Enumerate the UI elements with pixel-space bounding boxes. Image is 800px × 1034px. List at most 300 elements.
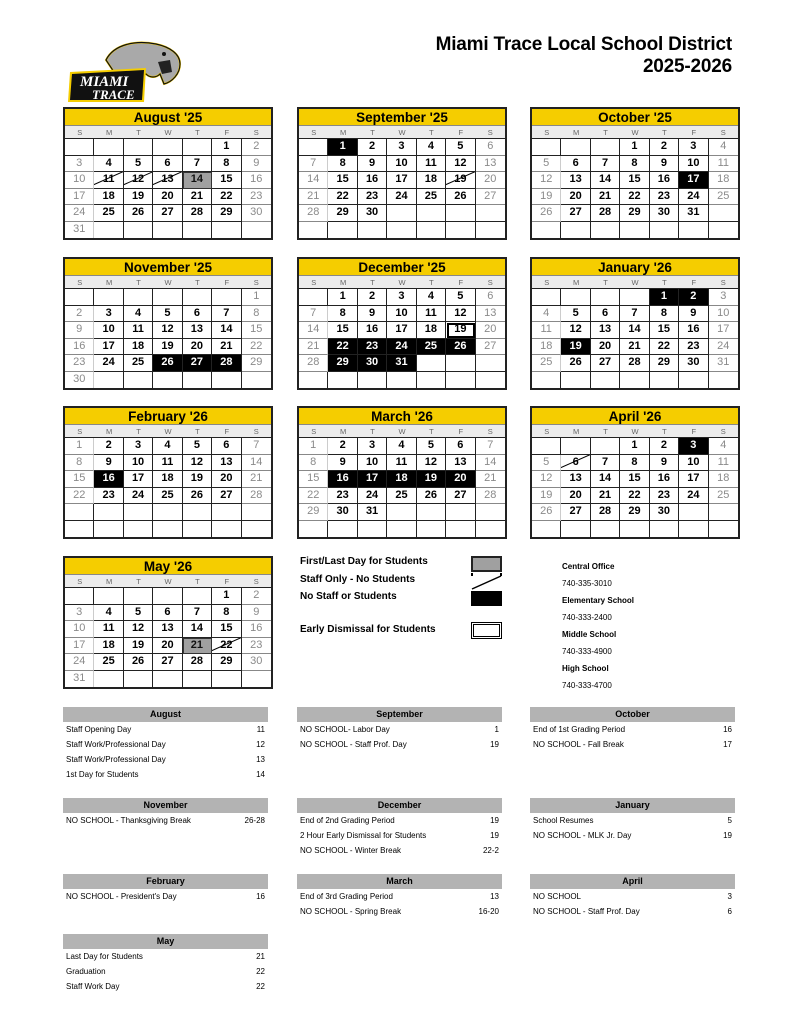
- calendar-day: 11: [417, 156, 446, 173]
- weekday-letter: S: [544, 427, 550, 436]
- weekday-letter: T: [195, 278, 200, 287]
- calendar-day: 28: [620, 355, 649, 372]
- calendar-day: 5: [532, 455, 561, 472]
- calendar-empty-cell: [94, 521, 123, 538]
- calendar-day: 14: [476, 455, 505, 472]
- calendar-day: 29: [212, 654, 241, 671]
- weekday-letter: S: [77, 427, 83, 436]
- calendar-day: 20: [561, 189, 590, 206]
- contact-list: [562, 558, 634, 694]
- calendar-day: 8: [242, 306, 271, 323]
- weekday-letter: S: [77, 128, 83, 137]
- weekday-letter: S: [253, 278, 259, 287]
- event-name: NO SCHOOL - Spring Break: [300, 907, 402, 916]
- calendar-day: 2: [358, 289, 387, 306]
- calendar-day: 17: [65, 189, 94, 206]
- calendar-empty-cell: [183, 222, 212, 239]
- calendar-day: 10: [358, 455, 387, 472]
- calendar-day: 16: [679, 322, 708, 339]
- weekday-letter: T: [662, 128, 667, 137]
- weekday-letter: W: [631, 128, 639, 137]
- calendar-empty-cell: [476, 205, 505, 222]
- calendar-empty-cell: [532, 222, 561, 239]
- calendar-empty-cell: [94, 671, 123, 688]
- month-title: January '26: [532, 259, 738, 276]
- calendar-day: 13: [561, 471, 590, 488]
- calendar-day: 8: [212, 156, 241, 173]
- event-name: NO SCHOOL - MLK Jr. Day: [533, 831, 632, 840]
- calendar-day: 30: [328, 504, 357, 521]
- event-row: [297, 904, 502, 919]
- calendar-day: 11: [94, 621, 123, 638]
- calendar-day: 18: [387, 471, 416, 488]
- calendar-empty-cell: [183, 372, 212, 389]
- calendar-day: 12: [532, 172, 561, 189]
- calendar-empty-cell: [620, 521, 649, 538]
- calendar-day: 14: [183, 172, 212, 189]
- calendar-day: 2: [242, 139, 271, 156]
- calendar-empty-cell: [212, 372, 241, 389]
- calendar-day: 14: [212, 322, 241, 339]
- event-date: 14: [256, 770, 265, 779]
- calendar-empty-cell: [94, 139, 123, 156]
- calendar-day: 1: [299, 438, 328, 455]
- calendar-day: 20: [446, 471, 475, 488]
- calendar-day: 16: [650, 471, 679, 488]
- calendar-day: 2: [94, 438, 123, 455]
- legend-early-dismissal-swatch: [471, 622, 502, 639]
- calendar-empty-cell: [476, 372, 505, 389]
- calendar-empty-cell: [561, 372, 590, 389]
- calendar-day: 25: [709, 189, 738, 206]
- weekday-letter: W: [398, 427, 406, 436]
- calendar-empty-cell: [65, 289, 94, 306]
- calendar-day: 10: [387, 156, 416, 173]
- weekday-letter: F: [458, 128, 464, 137]
- calendar-day: 15: [212, 621, 241, 638]
- calendar-empty-cell: [358, 521, 387, 538]
- calendar-day: 23: [328, 488, 357, 505]
- calendar-day: 21: [299, 189, 328, 206]
- calendar-day: 10: [94, 322, 123, 339]
- calendar-day: 28: [591, 504, 620, 521]
- weekday-letter: T: [370, 128, 375, 137]
- calendar-day: 14: [299, 322, 328, 339]
- calendar-empty-cell: [709, 521, 738, 538]
- weekday-header: [532, 126, 738, 139]
- calendar-day: 4: [387, 438, 416, 455]
- event-name: NO SCHOOL - Staff Prof. Day: [533, 907, 640, 916]
- calendar-day: 9: [242, 156, 271, 173]
- calendar-empty-cell: [124, 671, 153, 688]
- month-calendar: [530, 107, 740, 240]
- calendar-day: 21: [620, 339, 649, 356]
- calendar-day: 21: [183, 189, 212, 206]
- weekday-letter: S: [253, 427, 259, 436]
- calendar-empty-cell: [620, 222, 649, 239]
- calendar-day: 31: [709, 355, 738, 372]
- calendar-day: 22: [299, 488, 328, 505]
- calendar-day: 22: [328, 189, 357, 206]
- event-date: 19: [723, 831, 732, 840]
- calendar-day: 16: [358, 172, 387, 189]
- event-list-august: [63, 707, 268, 782]
- calendar-empty-cell: [417, 504, 446, 521]
- month-title: March '26: [299, 408, 505, 425]
- calendar-day: 19: [417, 471, 446, 488]
- calendar-day: 20: [212, 471, 241, 488]
- calendar-day: 13: [153, 621, 182, 638]
- event-date: 1: [494, 725, 499, 734]
- calendar-day: 7: [242, 438, 271, 455]
- weekday-letter: S: [720, 278, 726, 287]
- weekday-letter: S: [253, 577, 259, 586]
- event-list-january: [530, 798, 735, 843]
- calendar-day: 18: [153, 471, 182, 488]
- event-date: 13: [490, 892, 499, 901]
- calendar-empty-cell: [387, 372, 416, 389]
- calendar-day: 21: [212, 339, 241, 356]
- calendar-empty-cell: [124, 372, 153, 389]
- weekday-letter: W: [164, 278, 172, 287]
- weekday-letter: F: [691, 427, 697, 436]
- event-row: [63, 737, 268, 752]
- calendar-day: 28: [212, 355, 241, 372]
- calendar-day: 11: [532, 322, 561, 339]
- contact-label-middle: Middle School: [562, 630, 617, 639]
- event-date: 26-28: [244, 816, 265, 825]
- calendar-day: 6: [476, 289, 505, 306]
- calendar-day: 30: [679, 355, 708, 372]
- calendar-day: 1: [620, 139, 649, 156]
- calendar-day: 3: [387, 289, 416, 306]
- calendar-day: 6: [561, 156, 590, 173]
- calendar-day: 17: [679, 172, 708, 189]
- weekday-letter: M: [106, 278, 113, 287]
- month-calendar: [297, 257, 507, 390]
- contact-phone-middle: 740-333-4900: [562, 647, 612, 656]
- calendar-day: 20: [591, 339, 620, 356]
- weekday-letter: T: [370, 278, 375, 287]
- calendar-empty-cell: [591, 222, 620, 239]
- calendar-day: 20: [153, 638, 182, 655]
- calendar-day: 12: [124, 621, 153, 638]
- calendar-day: 3: [65, 605, 94, 622]
- calendar-day: 17: [94, 339, 123, 356]
- calendar-day: 24: [709, 339, 738, 356]
- event-date: 3: [727, 892, 732, 901]
- calendar-empty-cell: [476, 504, 505, 521]
- calendar-empty-cell: [328, 521, 357, 538]
- calendar-day: 1: [242, 289, 271, 306]
- calendar-day: 23: [242, 189, 271, 206]
- calendar-day: 1: [650, 289, 679, 306]
- month-title: December '25: [299, 259, 505, 276]
- calendar-empty-cell: [709, 504, 738, 521]
- calendar-day: 19: [153, 339, 182, 356]
- weekday-letter: W: [631, 427, 639, 436]
- event-list-december: [297, 798, 502, 858]
- calendar-day: 28: [299, 205, 328, 222]
- calendar-day: 28: [183, 654, 212, 671]
- calendar-empty-cell: [242, 671, 271, 688]
- weekday-letter: T: [136, 278, 141, 287]
- calendar-empty-cell: [242, 372, 271, 389]
- weekday-letter: S: [487, 128, 493, 137]
- calendar-day: 31: [358, 504, 387, 521]
- calendar-empty-cell: [417, 222, 446, 239]
- calendar-empty-cell: [212, 222, 241, 239]
- weekday-letter: F: [691, 128, 697, 137]
- calendar-day: 29: [299, 504, 328, 521]
- contact-phone-elementary: 740-333-2400: [562, 613, 612, 622]
- calendar-day: 13: [591, 322, 620, 339]
- calendar-day: 29: [242, 355, 271, 372]
- calendar-empty-cell: [183, 289, 212, 306]
- calendar-empty-cell: [561, 139, 590, 156]
- calendar-empty-cell: [387, 521, 416, 538]
- calendar-day: 13: [446, 455, 475, 472]
- calendar-day: 13: [476, 156, 505, 173]
- weekday-letter: S: [311, 427, 317, 436]
- weekday-letter: S: [253, 128, 259, 137]
- school-year: 2025-2026: [642, 56, 732, 77]
- calendar-day: 29: [650, 355, 679, 372]
- calendar-day: 16: [650, 172, 679, 189]
- calendar-empty-cell: [561, 222, 590, 239]
- calendar-day: 5: [446, 289, 475, 306]
- weekday-letter: S: [311, 278, 317, 287]
- calendar-empty-cell: [446, 222, 475, 239]
- calendar-empty-cell: [153, 372, 182, 389]
- calendar-empty-cell: [183, 504, 212, 521]
- calendar-day: 17: [679, 471, 708, 488]
- event-name: End of 2nd Grading Period: [300, 816, 395, 825]
- event-date: 11: [256, 725, 265, 734]
- weekday-letter: S: [544, 278, 550, 287]
- calendar-empty-cell: [561, 521, 590, 538]
- calendar-day: 4: [709, 139, 738, 156]
- calendar-day: 5: [561, 306, 590, 323]
- event-month-header: January: [530, 798, 735, 813]
- weekday-letter: T: [195, 128, 200, 137]
- calendar-empty-cell: [65, 521, 94, 538]
- month-calendar: [297, 406, 507, 539]
- contact-phone-central-office: 740-335-3010: [562, 579, 612, 588]
- event-row: [297, 843, 502, 858]
- calendar-day: 17: [358, 471, 387, 488]
- calendar-day: 30: [242, 654, 271, 671]
- calendar-day: 18: [94, 189, 123, 206]
- calendar-day: 5: [446, 139, 475, 156]
- event-month-header: March: [297, 874, 502, 889]
- calendar-day: 4: [417, 139, 446, 156]
- calendar-empty-cell: [561, 438, 590, 455]
- calendar-empty-cell: [183, 139, 212, 156]
- calendar-day: 15: [328, 172, 357, 189]
- event-date: 19: [490, 831, 499, 840]
- legend-early-dismissal-label: Early Dismissal for Students: [300, 624, 436, 635]
- calendar-day: 20: [183, 339, 212, 356]
- calendar-empty-cell: [417, 355, 446, 372]
- weekday-letter: T: [370, 427, 375, 436]
- calendar-day: 7: [212, 306, 241, 323]
- weekday-letter: S: [720, 427, 726, 436]
- calendar-empty-cell: [387, 504, 416, 521]
- calendar-empty-cell: [153, 289, 182, 306]
- weekday-letter: M: [106, 427, 113, 436]
- event-date: 6: [727, 907, 732, 916]
- page-title: [436, 34, 732, 78]
- calendar-empty-cell: [417, 372, 446, 389]
- month-calendar: [63, 406, 273, 539]
- calendar-day: 23: [650, 189, 679, 206]
- calendar-day: 21: [183, 638, 212, 655]
- calendar-day: 4: [124, 306, 153, 323]
- calendar-empty-cell: [299, 521, 328, 538]
- calendar-day: 22: [212, 189, 241, 206]
- logo-text-miami: MIAMI: [80, 74, 129, 90]
- calendar-day: 2: [65, 306, 94, 323]
- calendar-day: 24: [387, 339, 416, 356]
- calendar-day: 26: [183, 488, 212, 505]
- calendar-empty-cell: [446, 355, 475, 372]
- weekday-letter: T: [136, 577, 141, 586]
- weekday-letter: T: [603, 128, 608, 137]
- calendar-day: 22: [650, 339, 679, 356]
- calendar-day: 5: [417, 438, 446, 455]
- calendar-day: 16: [358, 322, 387, 339]
- calendar-day: 6: [476, 139, 505, 156]
- calendar-empty-cell: [153, 139, 182, 156]
- calendar-day: 17: [387, 172, 416, 189]
- weekday-letter: M: [106, 577, 113, 586]
- calendar-day: 12: [153, 322, 182, 339]
- calendar-day: 27: [183, 355, 212, 372]
- calendar-empty-cell: [328, 222, 357, 239]
- weekday-letter: T: [195, 577, 200, 586]
- calendar-day: 5: [153, 306, 182, 323]
- calendar-empty-cell: [212, 289, 241, 306]
- calendar-day: 12: [446, 156, 475, 173]
- weekday-header: [65, 276, 271, 289]
- event-list-march: [297, 874, 502, 919]
- calendar-day: 18: [709, 172, 738, 189]
- weekday-letter: T: [429, 427, 434, 436]
- calendar-empty-cell: [328, 372, 357, 389]
- calendar-day: 2: [328, 438, 357, 455]
- event-name: NO SCHOOL: [533, 892, 582, 901]
- event-date: 19: [490, 740, 499, 749]
- calendar-day: 4: [94, 605, 123, 622]
- calendar-day: 13: [153, 172, 182, 189]
- weekday-letter: F: [458, 427, 464, 436]
- calendar-empty-cell: [212, 504, 241, 521]
- weekday-letter: T: [603, 278, 608, 287]
- event-list-may: [63, 934, 268, 994]
- event-name: NO SCHOOL - Winter Break: [300, 846, 402, 855]
- weekday-header: [299, 425, 505, 438]
- calendar-day: 24: [387, 189, 416, 206]
- calendar-empty-cell: [299, 289, 328, 306]
- calendar-day: 10: [709, 306, 738, 323]
- calendar-empty-cell: [709, 205, 738, 222]
- calendar-day: 9: [358, 306, 387, 323]
- event-name: School Resumes: [533, 816, 594, 825]
- calendar-day: 26: [417, 488, 446, 505]
- calendar-empty-cell: [446, 504, 475, 521]
- calendar-day: 30: [650, 205, 679, 222]
- calendar-day: 16: [328, 471, 357, 488]
- calendar-day: 3: [65, 156, 94, 173]
- calendar-empty-cell: [591, 289, 620, 306]
- month-calendar: [530, 257, 740, 390]
- calendar-day: 26: [532, 504, 561, 521]
- calendar-day: 15: [620, 172, 649, 189]
- calendar-day: 9: [328, 455, 357, 472]
- event-row: [63, 949, 268, 964]
- calendar-day: 12: [417, 455, 446, 472]
- event-row: [63, 979, 268, 994]
- event-date: 22: [256, 982, 265, 991]
- calendar-day: 2: [242, 588, 271, 605]
- panther-logo-icon: [66, 38, 184, 104]
- weekday-letter: T: [603, 427, 608, 436]
- calendar-day: 13: [476, 306, 505, 323]
- calendar-day: 6: [153, 156, 182, 173]
- event-list-february: [63, 874, 268, 904]
- calendar-day: 13: [183, 322, 212, 339]
- calendar-day: 23: [242, 638, 271, 655]
- event-row: [530, 889, 735, 904]
- event-row: [530, 828, 735, 843]
- calendar-empty-cell: [417, 521, 446, 538]
- calendar-empty-cell: [153, 504, 182, 521]
- calendar-day: 4: [417, 289, 446, 306]
- calendar-day: 23: [650, 488, 679, 505]
- calendar-empty-cell: [679, 504, 708, 521]
- calendar-day: 29: [328, 355, 357, 372]
- weekday-letter: M: [573, 427, 580, 436]
- calendar-day: 29: [212, 205, 241, 222]
- calendar-day: 7: [299, 156, 328, 173]
- calendar-day: 6: [446, 438, 475, 455]
- calendar-day: 4: [153, 438, 182, 455]
- calendar-day: 16: [242, 621, 271, 638]
- calendar-day: 12: [446, 306, 475, 323]
- calendar-empty-cell: [358, 372, 387, 389]
- month-title: August '25: [65, 109, 271, 126]
- weekday-letter: T: [429, 128, 434, 137]
- calendar-day: 10: [65, 172, 94, 189]
- calendar-empty-cell: [65, 588, 94, 605]
- event-row: [297, 828, 502, 843]
- weekday-letter: W: [398, 128, 406, 137]
- contact-label-central-office: Central Office: [562, 562, 615, 571]
- weekday-letter: W: [398, 278, 406, 287]
- weekday-letter: S: [544, 128, 550, 137]
- event-row: [530, 722, 735, 737]
- calendar-empty-cell: [532, 139, 561, 156]
- calendar-day: 10: [679, 455, 708, 472]
- calendar-day: 9: [94, 455, 123, 472]
- legend-staff-only-swatch: [471, 573, 502, 591]
- calendar-day: 15: [620, 471, 649, 488]
- calendar-day: 10: [387, 306, 416, 323]
- calendar-day: 22: [328, 339, 357, 356]
- calendar-empty-cell: [183, 671, 212, 688]
- calendar-day: 23: [65, 355, 94, 372]
